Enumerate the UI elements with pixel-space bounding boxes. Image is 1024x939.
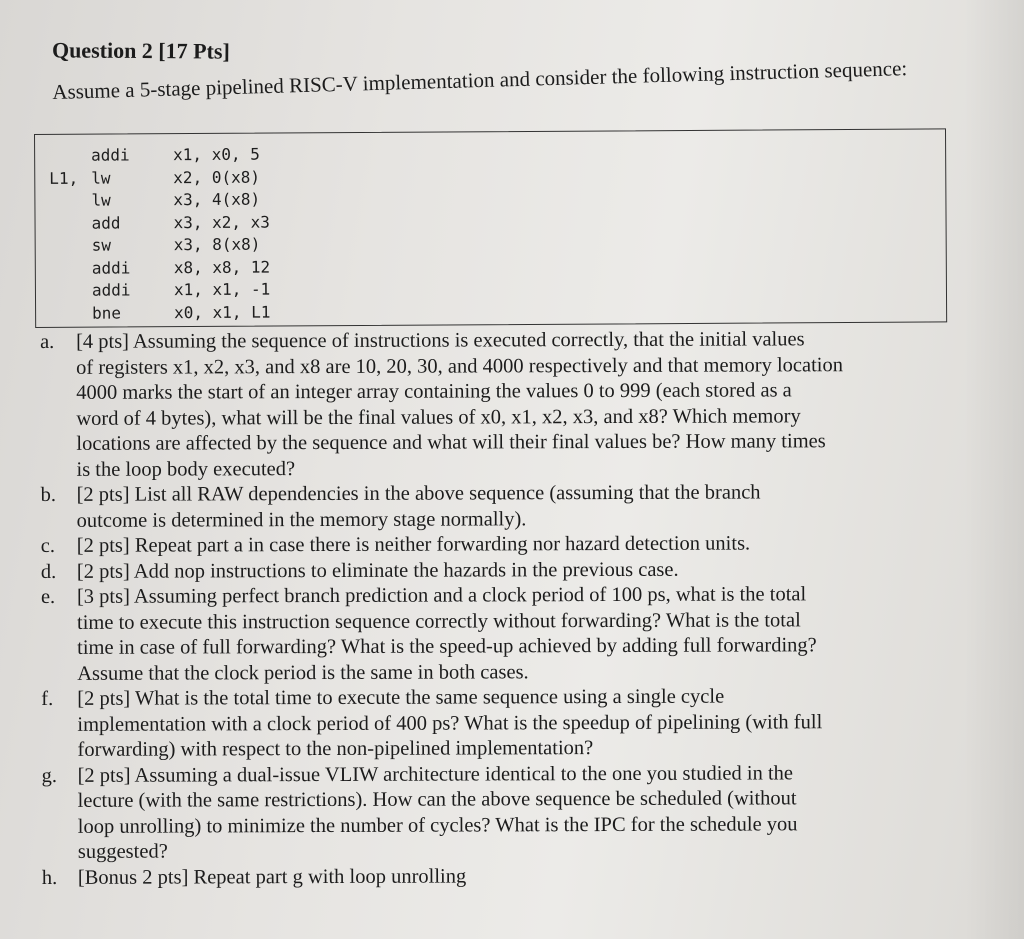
part-letter: b. <box>40 483 56 506</box>
part-text-line: [2 pts] Repeat part a in case there is neither forwarding nor hazard detection units. <box>76 532 751 557</box>
question-part <box>41 531 941 560</box>
intro-text: Assume a 5-stage pipelined RISC-V implementation and consider the following instruction sequence: <box>52 56 908 104</box>
code-box <box>34 128 947 328</box>
part-text-line: 4000 marks the start of an integer array containing the values 0 to 999 (each stored as a <box>76 379 792 404</box>
part-text-line: [3 pts] Assuming perfect branch prediction and a clock period of 100 ps, what is the total <box>76 583 807 608</box>
part-text-line: lecture (with the same restrictions). How can the above sequence be scheduled (without <box>77 787 797 812</box>
part-text-line: [Bonus 2 pts] Repeat part g with loop unrolling <box>77 865 467 889</box>
question-part <box>41 684 941 764</box>
part-text-line: [2 pts] Add nop instructions to eliminate the hazards in the previous case. <box>76 558 679 583</box>
part-text-line: implementation with a clock period of 400 ps? What is the speedup of pipelining (with full <box>77 710 823 736</box>
part-text-line: Assume that the clock period is the same in both cases. <box>77 660 529 685</box>
question-part <box>42 760 942 865</box>
part-text-line: loop unrolling) to minimize the number of cycles? What is the IPC for the schedule you <box>77 812 798 838</box>
part-text-line: time in case of full forwarding? What is the speed-up achieved by adding full forwarding? <box>77 634 817 659</box>
part-letter: c. <box>40 534 56 557</box>
code-opcode: bne <box>92 302 122 323</box>
part-text-line: [2 pts] Assuming a dual-issue VLIW architecture identical to the one you studied in the <box>77 761 794 787</box>
part-text-line: word of 4 bytes), what will be the final values of x0, x1, x2, x3, and x8? Which memory <box>76 404 801 430</box>
code-operands: x3, x2, x3 <box>173 212 270 232</box>
part-text-line: [2 pts] List all RAW dependencies in the above sequence (assuming that the branch <box>76 481 761 506</box>
page-shadow <box>964 0 1024 939</box>
part-letter: g. <box>41 764 57 787</box>
code-opcode: lw <box>91 190 111 210</box>
code-operands: x3, 4(x8) <box>173 189 261 210</box>
code-operands: x0, x1, L1 <box>174 302 271 322</box>
part-text-line: is the loop body executed? <box>76 457 296 481</box>
code-opcode: add <box>91 212 121 233</box>
question-part <box>41 556 941 585</box>
part-text-line: suggested? <box>77 840 168 863</box>
code-opcode: lw <box>91 168 111 188</box>
part-letter: a. <box>40 330 55 353</box>
code-opcode: addi <box>91 145 130 165</box>
code-opcode: addi <box>91 257 131 278</box>
part-letter: f. <box>41 687 54 710</box>
part-text-line: outcome is determined in the memory stage normally). <box>76 507 527 532</box>
question-parts <box>40 327 940 889</box>
code-operands: x3, 8(x8) <box>173 234 261 255</box>
part-text-line: of registers x1, x2, x3, and x8 are 10, 20, 30, and 4000 respectively and that memory location <box>76 353 844 379</box>
question-part <box>41 582 941 687</box>
part-letter: d. <box>40 560 57 583</box>
part-text-line: time to execute this instruction sequence correctly without forwarding? What is the total <box>76 608 801 634</box>
part-text-line: [4 pts] Assuming the sequence of instructions is executed correctly, that the initial values <box>76 328 805 353</box>
code-operands: x8, x8, 12 <box>173 257 271 277</box>
part-letter: e. <box>40 585 56 608</box>
part-text-line: locations are affected by the sequence and what will their final values be? How many times <box>76 430 826 455</box>
code-opcode: addi <box>91 280 131 300</box>
question-part <box>42 862 942 891</box>
code-label: L1, <box>49 168 79 188</box>
code-operands: x1, x0, 5 <box>173 144 260 165</box>
code-opcode: sw <box>91 235 112 255</box>
code-line <box>36 297 946 325</box>
part-text-line: [2 pts] What is the total time to execute the same sequence using a single cycle <box>77 685 725 710</box>
part-letter: h. <box>41 866 58 889</box>
code-operands: x1, x1, -1 <box>173 279 271 300</box>
question-title: Question 2 [17 Pts] <box>51 37 230 64</box>
question-part <box>40 327 941 483</box>
question-part <box>41 480 941 534</box>
part-text-line: forwarding) with respect to the non-pipelined implementation? <box>77 737 594 761</box>
code-operands: x2, 0(x8) <box>173 167 261 187</box>
